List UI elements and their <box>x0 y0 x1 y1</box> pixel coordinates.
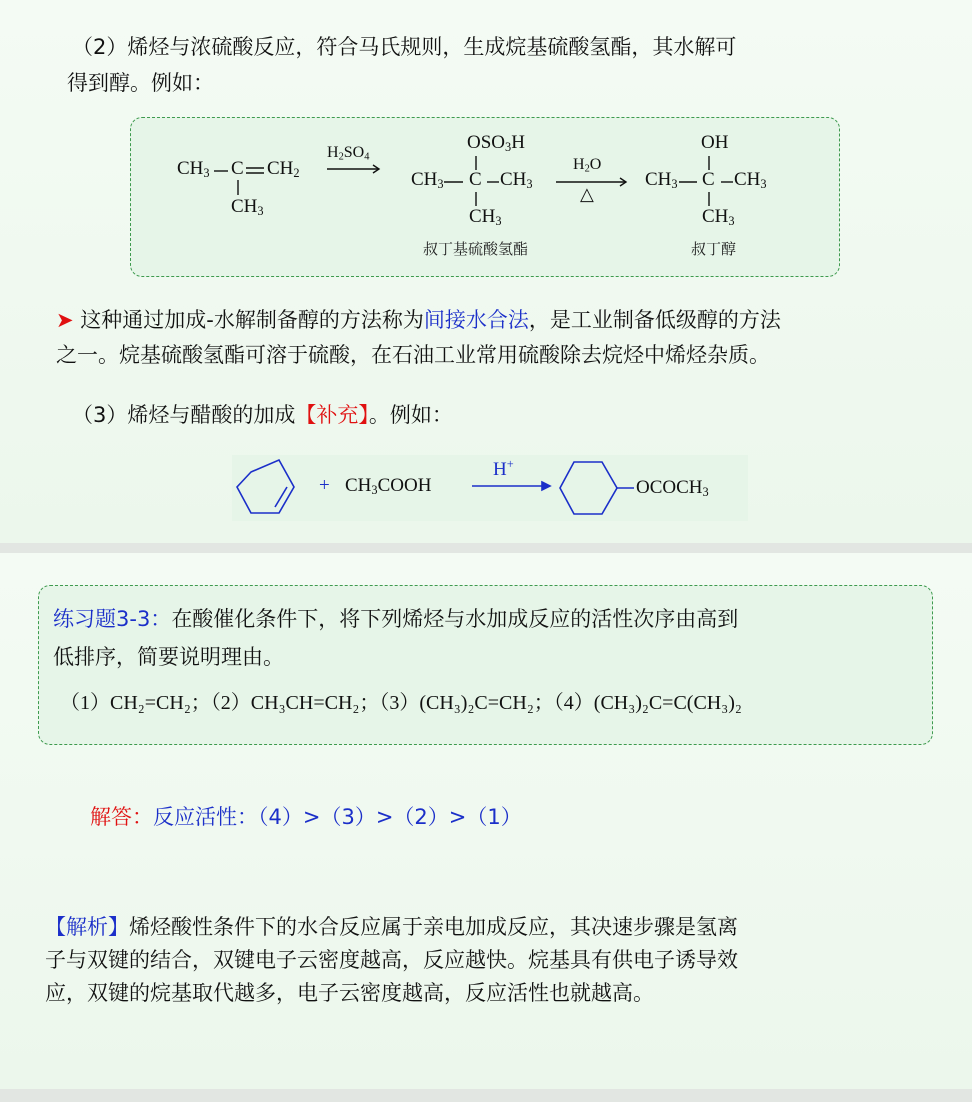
label-intermediate: 叔丁基硫酸氢酯 <box>423 240 529 258</box>
intermediate-methyl-left: $CH_3$ <box>411 169 444 192</box>
analysis-line1: 【解析】烯烃酸性条件下的水合反应属于亲电加成反应，其决速步骤是氢离 <box>45 915 738 939</box>
intermediate-carbon: C <box>469 169 482 190</box>
intermediate-methyl-bottom: $CH_3$ <box>469 206 502 229</box>
reactant-methyl-left: $CH_3$ <box>177 158 210 181</box>
slide-divider <box>0 543 972 553</box>
arrow2-heat-symbol: △ <box>580 184 594 204</box>
intermediate-sulfate-group: $OSO_3H$ <box>467 132 525 155</box>
exercise-line1: 练习题3-3：在酸催化条件下，将下列烯烃与水加成反应的活性次序由高到 <box>53 607 739 631</box>
arrow2-reagent: $H_2O$ <box>573 156 602 175</box>
label-product: 叔丁醇 <box>691 240 737 258</box>
product-methyl-right: $CH_3$ <box>734 169 767 192</box>
exercise-line2: 低排序，简要说明理由。 <box>53 645 284 669</box>
exercise-items: （1）CH₂=CH₂；（2）CH₃CH=CH₂；（3）(CH₃)₂C=CH₂；（4）(CH₃)₂C=C(CH₃)₂ <box>60 692 742 714</box>
section3-heading: （3）烯烃与醋酸的加成【补充】。例如： <box>72 403 453 427</box>
cyclohexene-ring <box>237 460 294 513</box>
note-line2: 之一。烷基硫酸氢酯可溶于硫酸，在石油工业常用硫酸除去烷烃中烯烃杂质。 <box>56 343 770 367</box>
cyclohexyl-ring <box>560 462 617 514</box>
product-methyl-bottom: $CH_3$ <box>702 206 735 229</box>
acetic-acid: $CH_3COOH$ <box>345 475 432 498</box>
reactant-methylene: $CH_2$ <box>267 158 300 181</box>
reactant-carbon: C <box>231 158 244 179</box>
term-indirect-hydration: 间接水合法 <box>423 308 529 332</box>
reaction2-panel <box>232 455 748 521</box>
answer-label: 解答： <box>90 805 153 829</box>
analysis-line3: 应，双键的烷基取代越多，电子云密度越高，反应活性也就越高。 <box>45 981 654 1005</box>
acid-catalyst: H+ <box>493 457 514 480</box>
analysis-label: 【解析】 <box>45 915 129 939</box>
bullet-icon: ➤ <box>56 308 74 332</box>
analysis-line2: 子与双键的结合，双键电子云密度越高，反应越快。烷基具有供电子诱导效 <box>45 948 738 972</box>
intermediate-methyl-right: $CH_3$ <box>500 169 533 192</box>
product-carbon: C <box>702 169 715 190</box>
reaction1-box <box>130 117 840 277</box>
supplement-tag: 【补充】 <box>295 403 369 427</box>
answer-line <box>90 800 522 835</box>
product-methyl-left: $CH_3$ <box>645 169 678 192</box>
section2-line1: （2）烯烃与浓硫酸反应，符合马氏规则，生成烷基硫酸氢酯，其水解可 <box>72 35 737 59</box>
section2-line2: 得到醇。例如： <box>67 71 214 95</box>
slide-divider-bottom <box>0 1089 972 1102</box>
arrow1-reagent: $H_2SO_4$ <box>327 144 370 163</box>
reactant-methyl-bottom: $CH_3$ <box>231 196 264 219</box>
note-line1: ➤ 这种通过加成-水解制备醇的方法称为间接水合法，是工业制备低级醇的方法 <box>56 308 781 332</box>
answer-text: 反应活性：（4）>（3）>（2）>（1） <box>153 805 522 829</box>
product-hydroxyl: OH <box>701 132 729 153</box>
reaction2-plus: + <box>319 475 330 496</box>
acetate-group: $OCOCH_3$ <box>636 477 709 500</box>
exercise-title: 练习题3-3： <box>53 607 172 631</box>
